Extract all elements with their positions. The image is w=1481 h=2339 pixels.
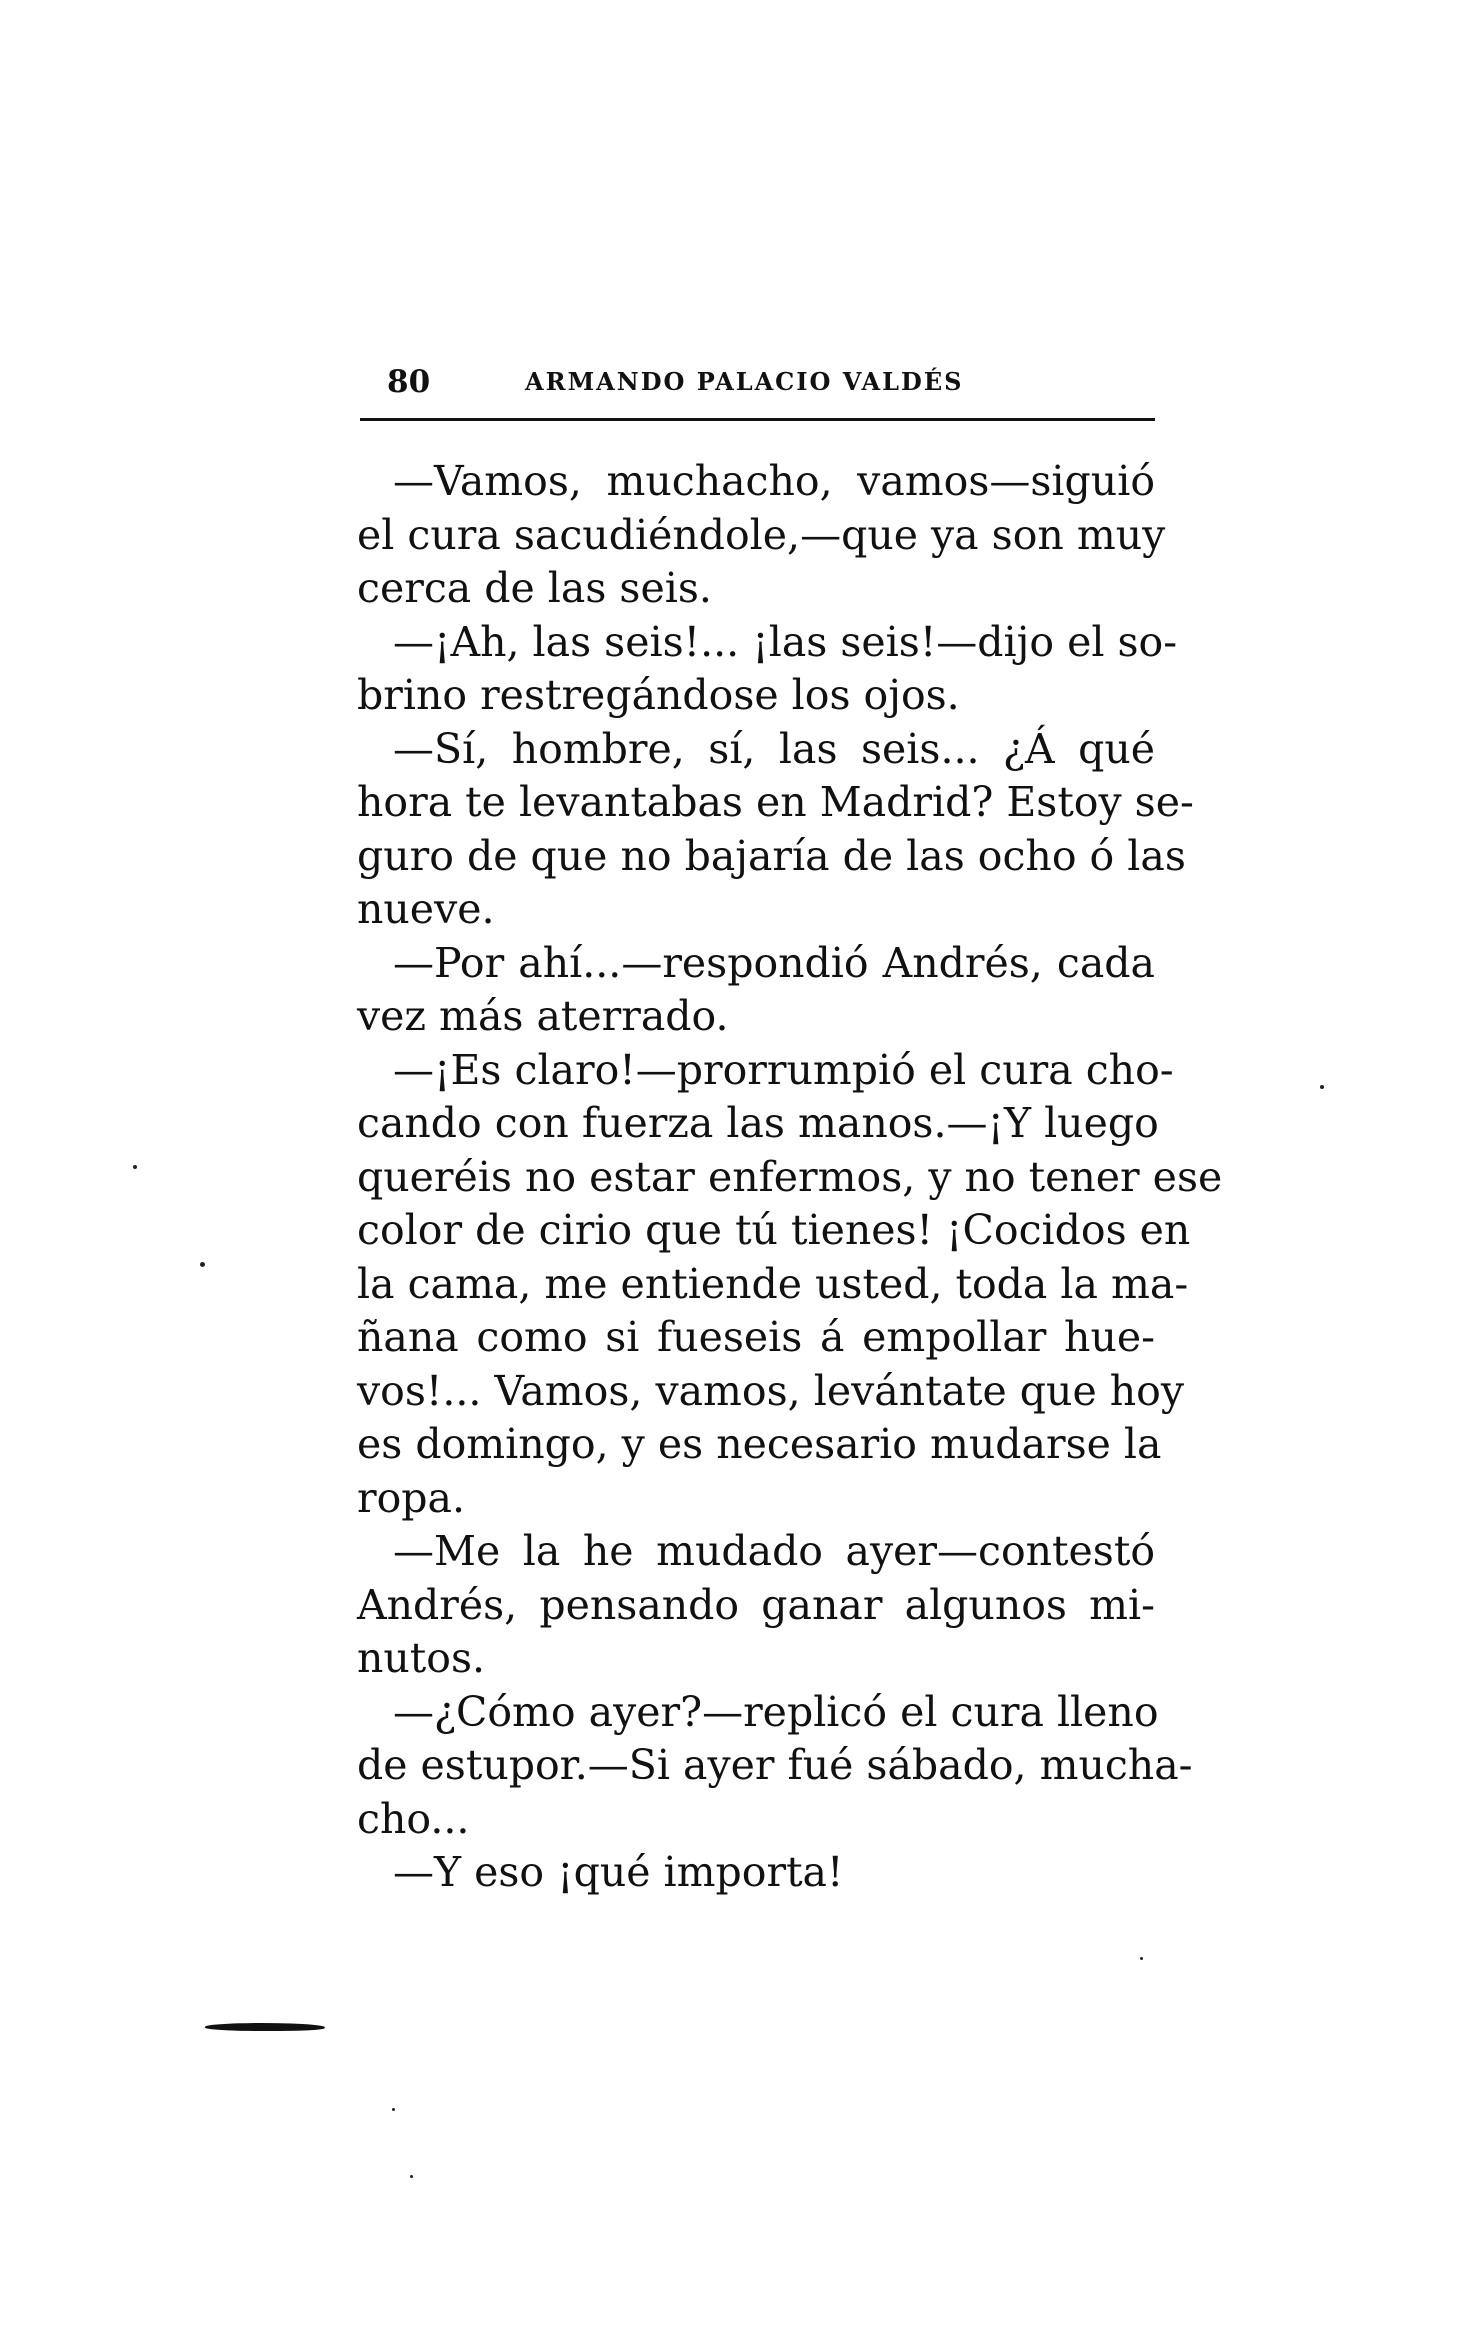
running-title: ARMANDO PALACIO VALDÉS <box>525 367 964 396</box>
text-line: cerca de las seis. <box>357 564 712 612</box>
paper-speck <box>1320 1085 1324 1089</box>
text-line: el cura sacudiéndole,—que ya son muy <box>357 510 1166 559</box>
text-line: vez más aterrado. <box>357 992 729 1040</box>
text-line: cho... <box>357 1794 470 1843</box>
ink-smudge <box>204 2023 327 2031</box>
text-line: hora te levantabas en Madrid? Estoy se- <box>357 778 1194 826</box>
text-line: queréis no estar enfermos, y no tener ese <box>357 1152 1223 1201</box>
text-line: —Sí, hombre, sí, las seis... ¿Á qué <box>393 724 1155 773</box>
text-line: de estupor.—Si ayer fué sábado, mucha- <box>357 1741 1193 1789</box>
text-line: nueve. <box>357 885 495 933</box>
text-line: —¡Ah, las seis!... ¡las seis!—dijo el so- <box>393 617 1178 666</box>
page-number: 80 <box>387 364 431 400</box>
paper-speck <box>133 1165 137 1169</box>
text-line: Andrés, pensando ganar algunos mi- <box>357 1580 1155 1629</box>
text-line: —Por ahí...—respondió Andrés, cada <box>393 938 1155 987</box>
text-line: es domingo, y es necesario mudarse la <box>357 1420 1162 1468</box>
text-line: —Y eso ¡qué importa! <box>393 1848 844 1896</box>
text-line: guro de que no bajaría de las ocho ó las <box>357 831 1186 880</box>
text-line: —Vamos, muchacho, vamos—siguió <box>393 457 1155 505</box>
text-line: vos!... Vamos, vamos, levántate que hoy <box>357 1366 1185 1415</box>
text-line: cando con fuerza las manos.—¡Y luego <box>357 1099 1159 1147</box>
paper-speck <box>410 2175 413 2178</box>
text-line: brino restregándose los ojos. <box>357 671 960 719</box>
text-line: ropa. <box>357 1473 466 1522</box>
text-line: —¡Es claro!—prorrumpió el cura cho- <box>393 1045 1174 1094</box>
text-line: la cama, me entiende usted, toda la ma- <box>357 1259 1189 1308</box>
text-line: color de cirio que tú tienes! ¡Cocidos en <box>357 1206 1191 1254</box>
text-line: —Me la he mudado ayer—contestó <box>393 1527 1155 1575</box>
header-rule <box>360 418 1155 421</box>
text-line: ñana como si fueseis á empollar hue- <box>357 1313 1155 1361</box>
paper-speck <box>1140 1957 1143 1960</box>
paper-speck <box>392 2108 395 2111</box>
paper-speck <box>200 1262 205 1267</box>
text-line: nutos. <box>357 1634 486 1682</box>
text-line: —¿Cómo ayer?—replicó el cura lleno <box>393 1687 1159 1736</box>
body-text <box>357 455 1223 1900</box>
running-head <box>365 362 1161 402</box>
